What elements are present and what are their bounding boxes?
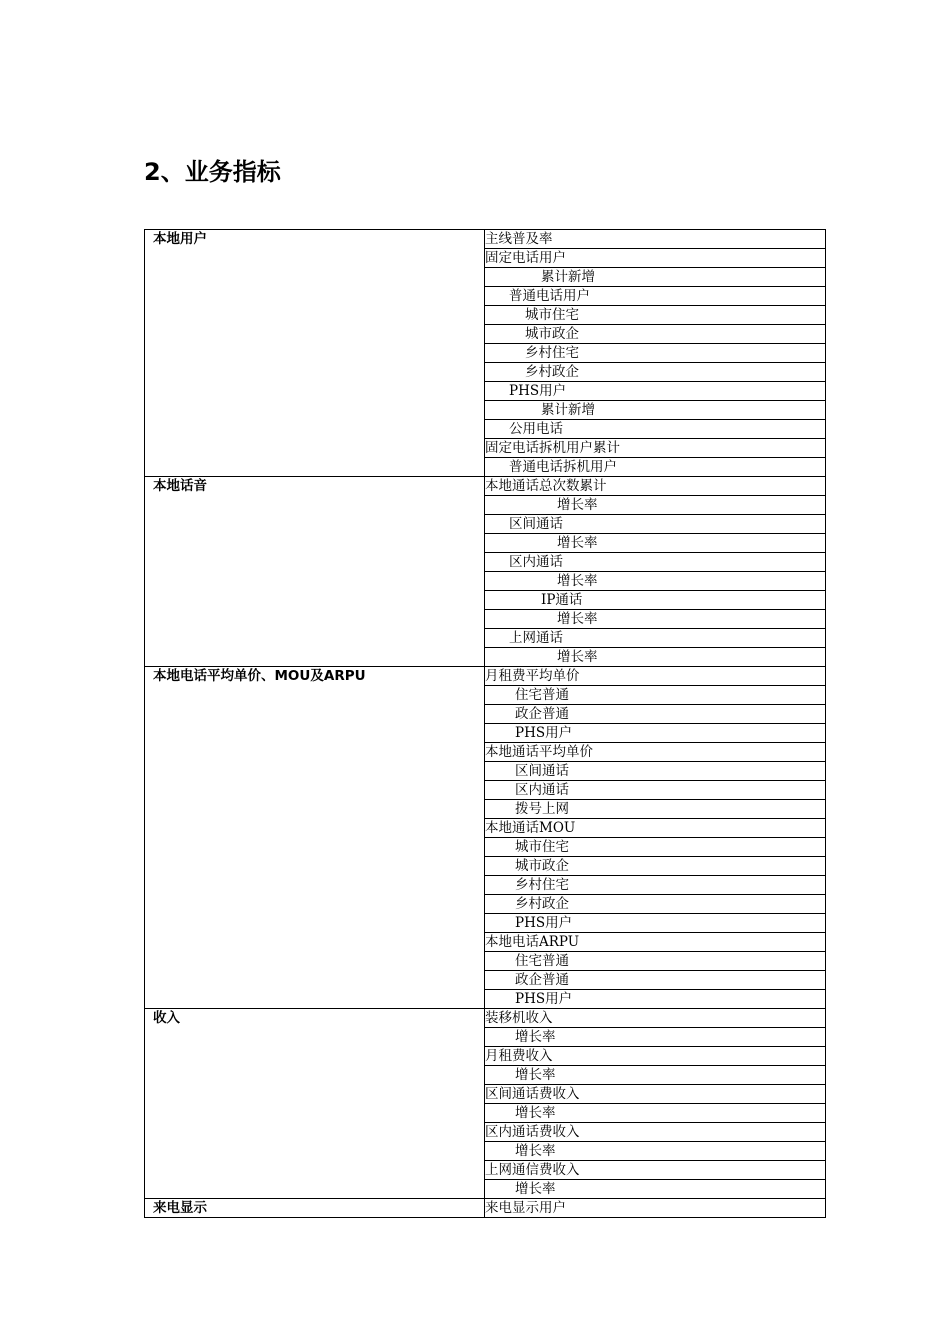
metric-cell: 固定电话拆机用户累计 (485, 439, 826, 458)
metric-cell: 主线普及率 (485, 230, 826, 249)
metric-cell: PHS用户 (485, 724, 826, 743)
metric-cell: 住宅普通 (485, 952, 826, 971)
metric-cell: 城市住宅 (485, 306, 826, 325)
metric-cell: 固定电话用户 (485, 249, 826, 268)
table-row (145, 1199, 826, 1218)
metric-cell: 普通电话用户 (485, 287, 826, 306)
metric-cell: 累计新增 (485, 268, 826, 287)
category-cell: 收入 (145, 1009, 485, 1199)
metric-cell: 公用电话 (485, 420, 826, 439)
metric-cell: 增长率 (485, 1180, 826, 1199)
category-cell: 本地用户 (145, 230, 485, 477)
metric-cell: 增长率 (485, 1066, 826, 1085)
metric-cell: IP通话 (485, 591, 826, 610)
metric-cell: 政企普通 (485, 705, 826, 724)
metric-cell: 增长率 (485, 1142, 826, 1161)
category-cell: 本地话音 (145, 477, 485, 667)
metric-cell: 累计新增 (485, 401, 826, 420)
metric-cell: 月租费平均单价 (485, 667, 826, 686)
metric-cell: 上网通话 (485, 629, 826, 648)
metric-cell: 区内通话 (485, 781, 826, 800)
metric-cell: 来电显示用户 (485, 1199, 826, 1218)
table-row (145, 1009, 826, 1028)
metric-cell: 乡村政企 (485, 363, 826, 382)
table-row (145, 230, 826, 249)
metric-cell: 乡村政企 (485, 895, 826, 914)
metric-cell: 区间通话 (485, 515, 826, 534)
metric-cell: 拨号上网 (485, 800, 826, 819)
metric-cell: PHS用户 (485, 382, 826, 401)
metric-cell: 增长率 (485, 1028, 826, 1047)
metric-cell: 增长率 (485, 496, 826, 515)
metric-cell: 乡村住宅 (485, 344, 826, 363)
metric-cell: 区内通话 (485, 553, 826, 572)
metric-cell: 城市政企 (485, 325, 826, 344)
metric-cell: 月租费收入 (485, 1047, 826, 1066)
category-cell: 来电显示 (145, 1199, 485, 1218)
metric-cell: PHS用户 (485, 914, 826, 933)
metric-cell: 增长率 (485, 1104, 826, 1123)
table-row (145, 667, 826, 686)
metric-cell: 住宅普通 (485, 686, 826, 705)
metric-cell: 政企普通 (485, 971, 826, 990)
metric-cell: 本地通话平均单价 (485, 743, 826, 762)
section-heading: 2、业务指标 (144, 158, 281, 186)
metric-cell: 增长率 (485, 648, 826, 667)
metric-cell: 增长率 (485, 572, 826, 591)
category-cell: 本地电话平均单价、MOU及ARPU (145, 667, 485, 1009)
metric-cell: 增长率 (485, 534, 826, 553)
metric-cell: 区间通话费收入 (485, 1085, 826, 1104)
metric-cell: 乡村住宅 (485, 876, 826, 895)
table-row (145, 477, 826, 496)
metric-cell: 增长率 (485, 610, 826, 629)
metric-cell: 装移机收入 (485, 1009, 826, 1028)
metric-cell: 城市政企 (485, 857, 826, 876)
metric-cell: 区内通话费收入 (485, 1123, 826, 1142)
metric-cell: 区间通话 (485, 762, 826, 781)
metric-cell: 上网通信费收入 (485, 1161, 826, 1180)
business-metrics-table (144, 229, 826, 1218)
metrics-table-body (145, 230, 826, 1218)
metric-cell: 本地通话MOU (485, 819, 826, 838)
metric-cell: 本地电话ARPU (485, 933, 826, 952)
metric-cell: PHS用户 (485, 990, 826, 1009)
metric-cell: 普通电话拆机用户 (485, 458, 826, 477)
metric-cell: 城市住宅 (485, 838, 826, 857)
metric-cell: 本地通话总次数累计 (485, 477, 826, 496)
